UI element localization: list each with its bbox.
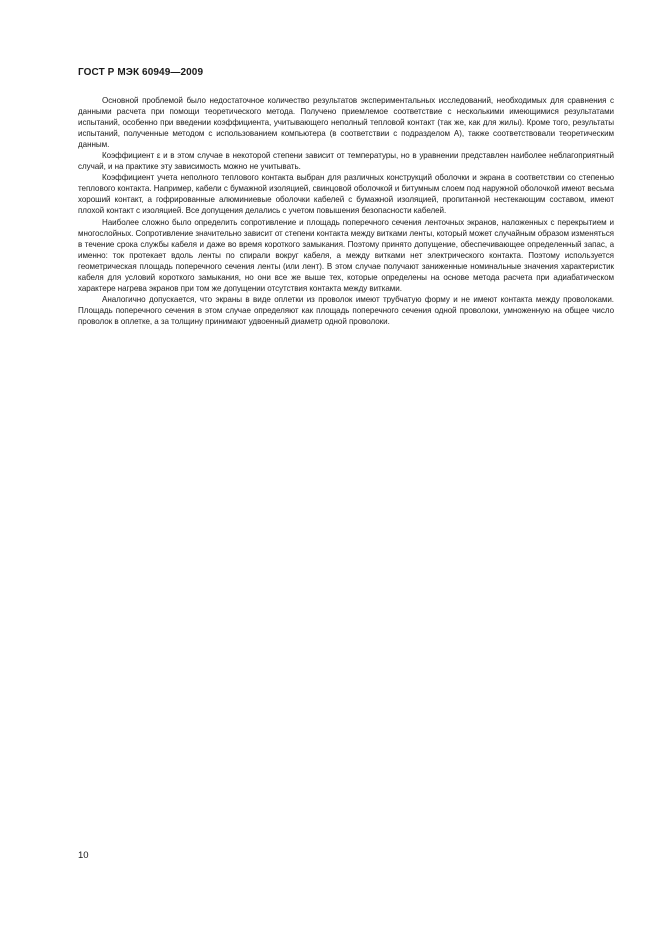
page-number: 10: [78, 850, 89, 861]
paragraph: Наиболее сложно было определить сопротивление и площадь поперечного сечения ленточных экранов, наложенных с перекрытием и многослойных. Сопротивление значительно зависит от степени контакта между витками ленты, который может случайным образом изменяться в течение срока службы кабеля и даже во время короткого замыкания. Поэтому принято допущение, обеспечивающее определенный запас, а именно: ток протекает вдоль ленты по спирали вокруг кабеля, а между витками нет электрического контакта. Поэтому используется геометрическая площадь поперечного сечения ленты (или лент). В этом случае получают заниженные номинальные значения характеристик кабеля для условий короткого замыкания, но они все же выше тех, которые определены на основе метода расчета при адиабатическом характере нагрева экранов при том же допущении отсутствия контакта между витками.: [78, 217, 614, 293]
paragraph: Аналогично допускается, что экраны в виде оплетки из проволок имеют трубчатую форму и не имеют контакта между проволоками. Площадь поперечного сечения в этом случае определяют как площадь поперечного сечения одной проволоки, умноженную на общее число проволок в оплетке, а за толщину принимают удвоенный диаметр одной проволоки.: [78, 294, 614, 326]
document-header: ГОСТ Р МЭК 60949—2009: [78, 67, 204, 78]
paragraph: Коэффициент ε и в этом случае в некоторой степени зависит от температуры, но в уравнении представлен наиболее неблагоприятный случай, и на практике эту зависимость можно не учитывать.: [78, 151, 614, 172]
paragraph: Основной проблемой было недостаточное количество результатов экспериментальных исследований, необходимых для сравнения с данными расчета при помощи теоретического метода. Получено приемлемое соответствие с несколькими имеющимися результатами испытаний, особенно при введении коэффициента, учитывающего неполный тепловой контакт (так же, как для жилы). Кроме того, результаты испытаний, полученные методом с использованием компьютера (в соответствии с подразделом А), также соответствовали теоретическим данным.: [78, 96, 614, 150]
body-text: [78, 95, 614, 327]
paragraph: Коэффициент учета неполного теплового контакта выбран для различных конструкций оболочки и экрана в соответствии со степенью теплового контакта. Например, кабели с бумажной изоляцией, свинцовой оболочкой и битумным слоем под наружной оболочкой имеют весьма хороший контакт, а гофрированные алюминиевые оболочки кабелей с бумажной изоляцией, пропитанной нестекающим составом, имеют плохой контакт с изоляцией. Все допущения делались с учетом повышения безопасности кабелей.: [78, 173, 614, 216]
